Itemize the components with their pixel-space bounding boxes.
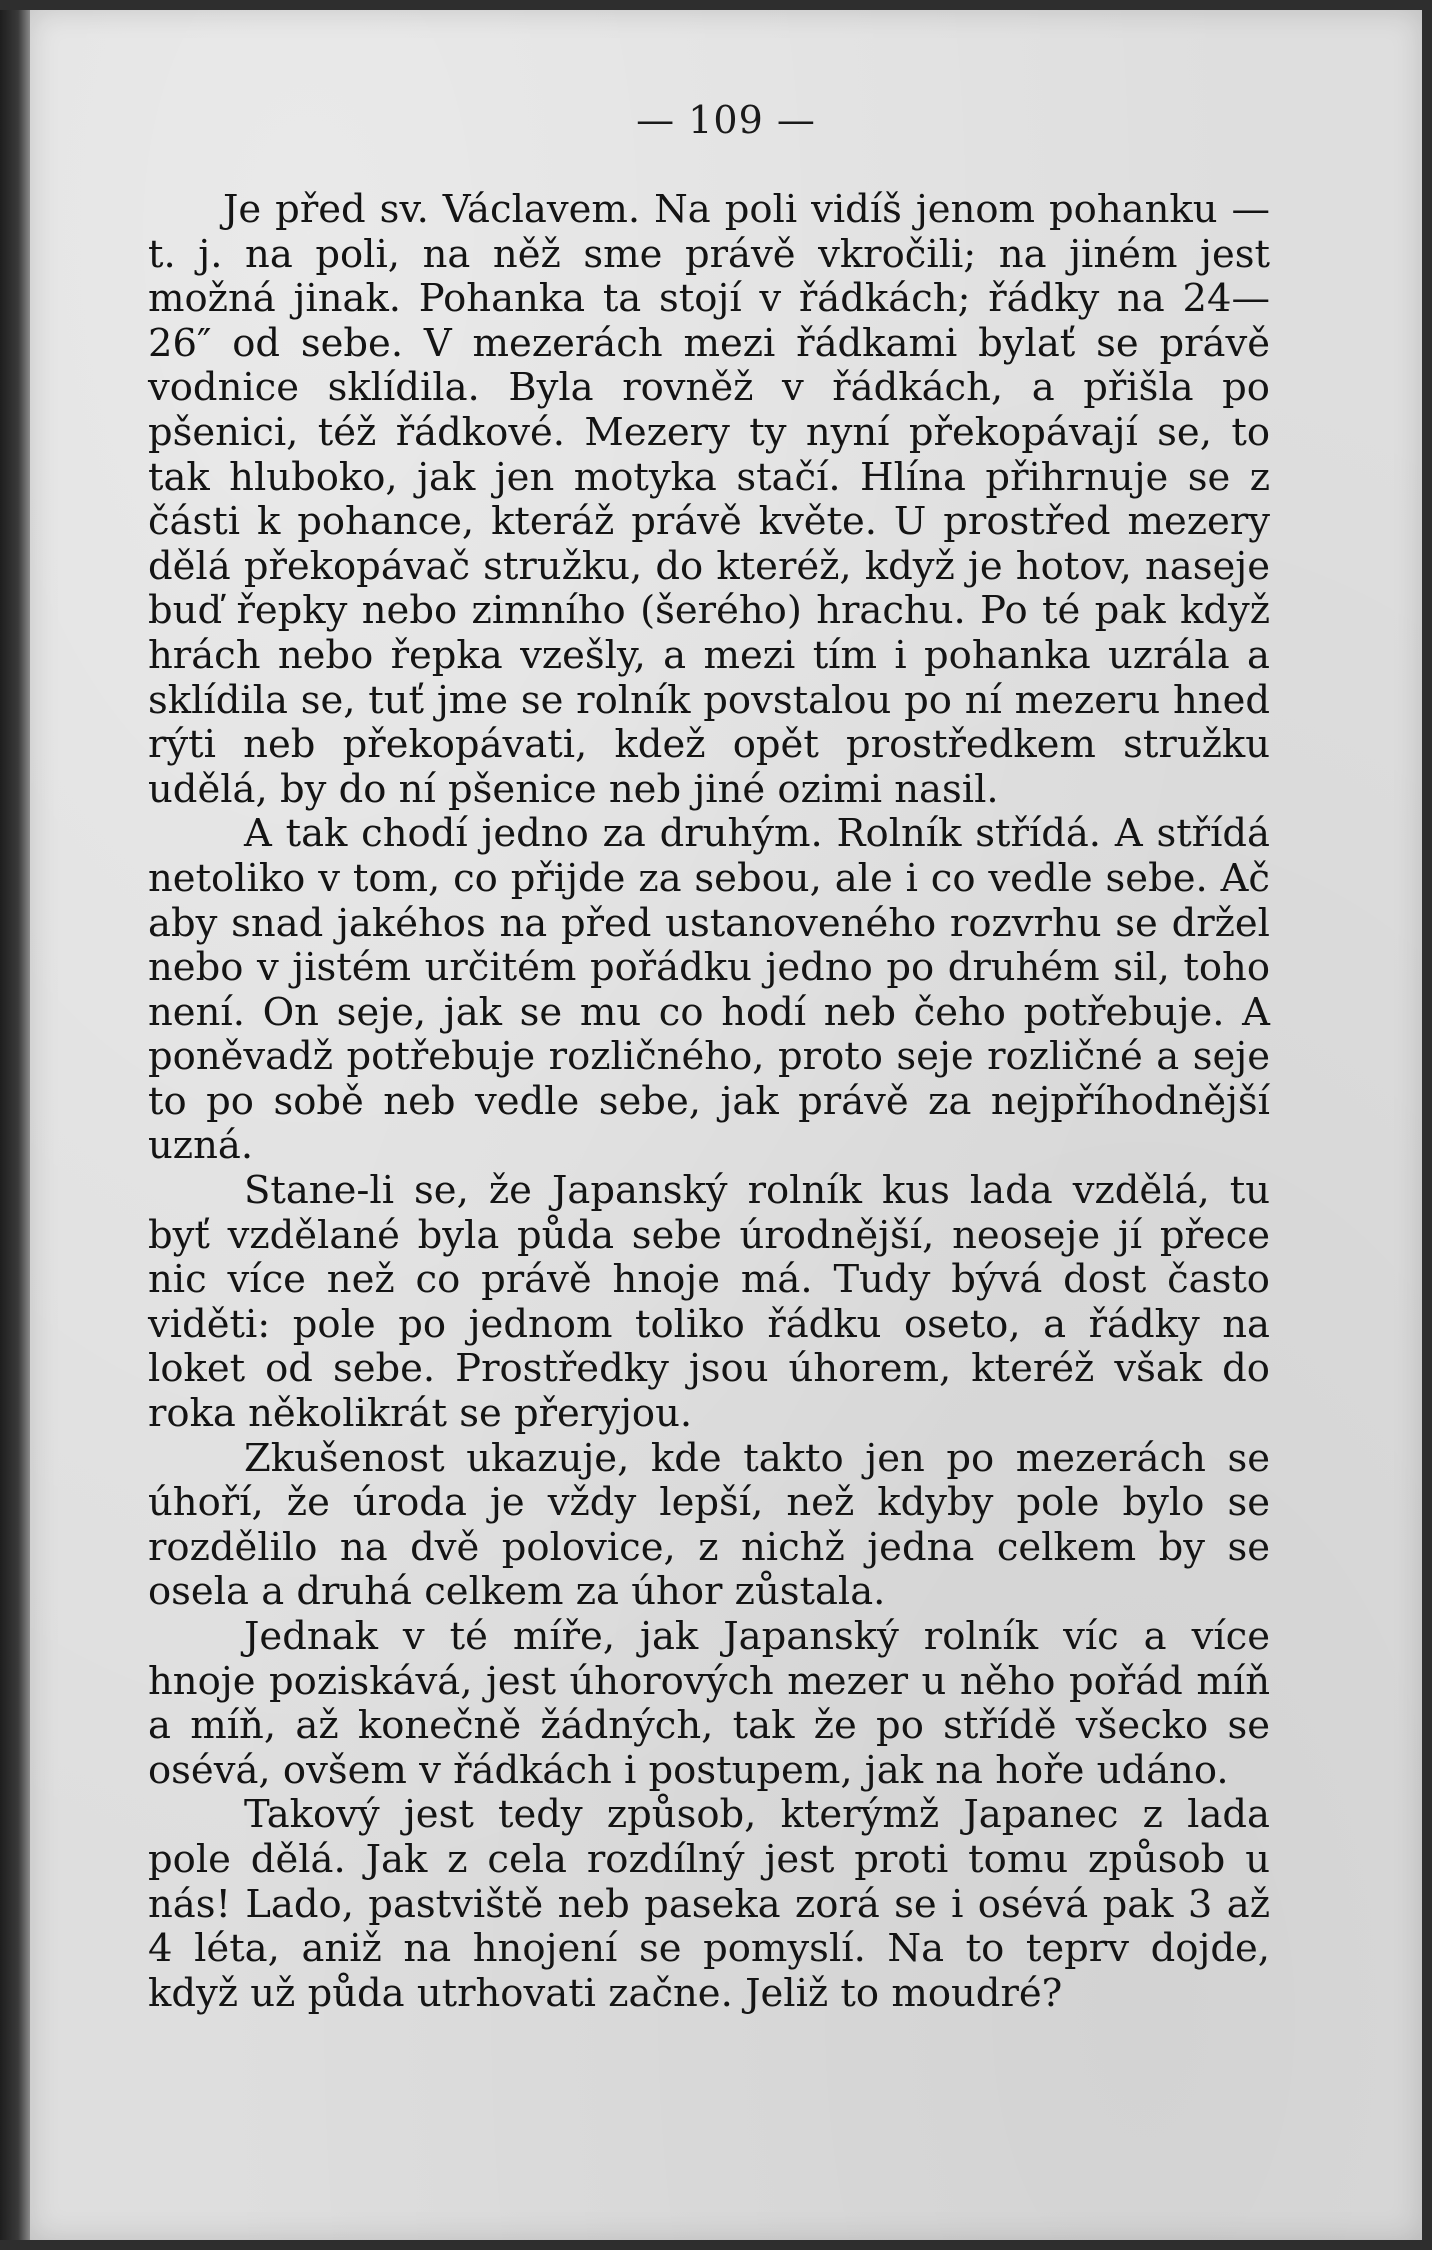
paragraph: Je před sv. Václavem. Na poli vidíš jenom pohanku — t. j. na poli, na něž sme právě vkročili; na jiném jest možná jinak. Pohanka ta stojí v řádkách; řádky na 24—26″ od sebe. V mezerách mezi řádkami bylať se právě vodnice sklídila. Byla rovněž v řádkách, a přišla po pšenici, též řádkové. Mezery ty nyní překopávají se, to tak hluboko, jak jen motyka stačí. Hlína přihrnuje se z části k pohance, kteráž právě květe. U prostřed mezery dělá překopávač stružku, do kteréž, když je hotov, naseje buď řepky nebo zimního (šerého) hrachu. Po té pak když hrách nebo řepka vzešly, a mezi tím i pohanka uzrála a sklídila se, tuť jme se rolník povstalou po ní mezeru hned rýti neb překopávati, kdež opět prostředkem stružku udělá, by do ní pšenice neb jiné ozimi nasil. (148, 187, 1270, 812)
paragraph: A tak chodí jedno za druhým. Rolník střídá. A střídá netoliko v tom, co přijde za sebou, ale i co vedle sebe. Ač aby snad jakéhos na před ustanoveného rozvrhu se držel nebo v jistém určitém pořádku jedno po druhém sil, toho není. On seje, jak se mu co hodí neb čeho potřebuje. A poněvadž potřebuje rozličného, proto seje rozličné a seje to po sobě neb vedle sebe, jak právě za nejpříhodnější uzná. (148, 811, 1270, 1169)
paragraph: Jednak v té míře, jak Japanský rolník víc a více hnoje poziskává, jest úhorových mezer u něho pořád míň a míň, až konečně žádných, tak že po střídě všecko se osévá, ovšem v řádkách i postupem, jak na hoře udáno. (148, 1614, 1270, 1793)
paragraph: Takový jest tedy způsob, kterýmž Japanec z lada pole dělá. Jak z cela rozdílný jest proti tomu způsob u nás! Lado, pastviště neb paseka zorá se i osévá pak 3 až 4 léta, aniž na hnojení se pomyslí. Na to teprv dojde, když už půda utrhovati začne. Jeliž to moudré? (148, 1792, 1270, 2016)
page-number: — 109 — (636, 98, 816, 142)
book-spine (0, 10, 30, 2240)
book-page (30, 10, 1422, 2240)
body-text (148, 188, 1270, 2016)
paragraph: Stane-li se, že Japanský rolník kus lada vzdělá, tu byť vzdělané byla půda sebe úrodnější, neoseje jí přece nic více než co právě hnoje má. Tudy bývá dost často viděti: pole po jednom toliko řádku oseto, a řádky na loket od sebe. Prostředky jsou úhorem, kteréž však do roka několikrát se přeryjou. (148, 1168, 1270, 1437)
paragraph: Zkušenost ukazuje, kde takto jen po mezerách se úhoří, že úroda je vždy lepší, než kdyby pole bylo se rozdělilo na dvě polovice, z nichž jedna celkem by se osela a druhá celkem za úhor zůstala. (148, 1435, 1270, 1615)
